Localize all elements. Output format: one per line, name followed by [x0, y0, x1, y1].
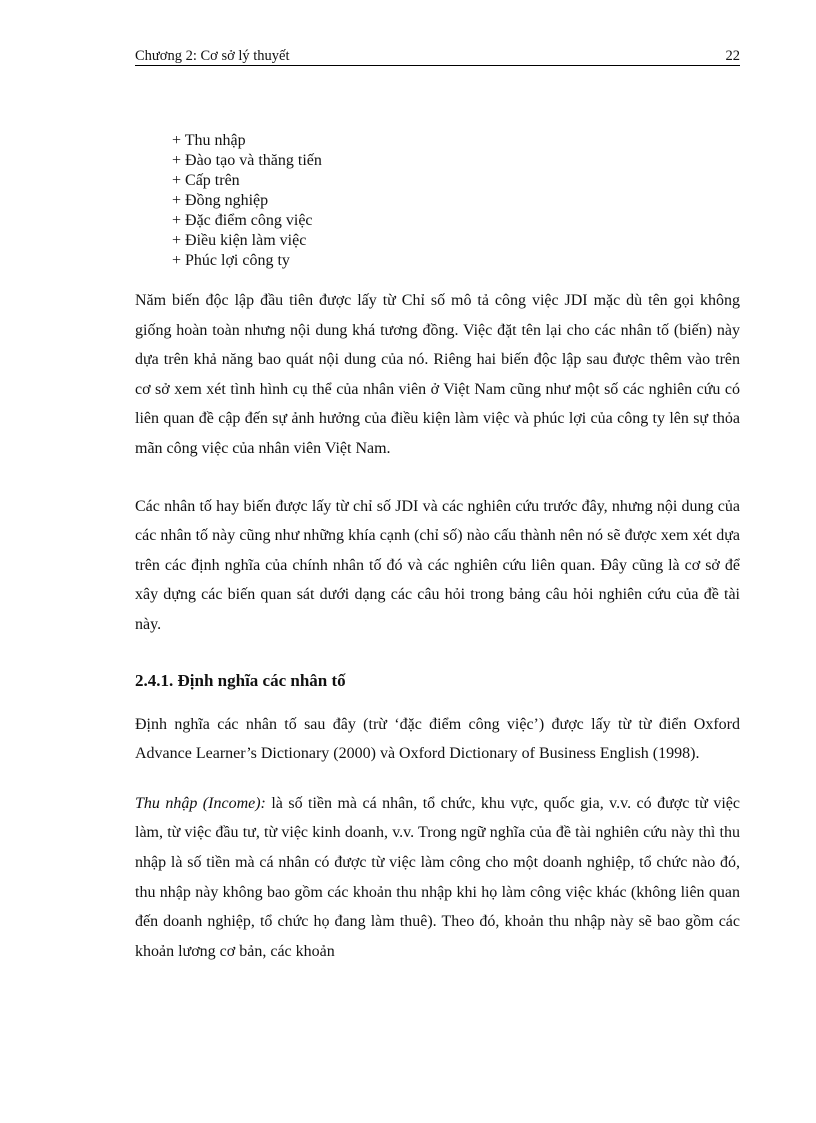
list-item: + Phúc lợi công ty — [172, 252, 290, 269]
page-header — [135, 47, 740, 66]
factor-list — [172, 131, 322, 271]
income-definition-text: là số tiền mà cá nhân, tổ chức, khu vực, quốc gia, v.v. có được từ việc làm, từ việc đầu tư, từ việc kinh doanh, v.v. Trong ngữ nghĩa của đề tài nghiên cứu này thì thu nhập là số tiền mà cá nhân có được từ việc làm công cho một doanh nghiệp, tổ chức nào đó, thu nhập này không bao gồm các khoản thu nhập khi họ làm công việc khác (không liên quan đến doanh nghiệp, tổ chức họ đang làm thuê). Theo đó, khoản thu nhập này sẽ bao gồm các khoản lương cơ bản, các khoản — [135, 794, 741, 960]
income-term: Thu nhập (Income): — [135, 794, 266, 812]
list-item: + Thu nhập — [172, 132, 246, 149]
list-item: + Điều kiện làm việc — [172, 232, 307, 249]
page-number: 22 — [725, 48, 740, 64]
list-item: + Đồng nghiệp — [172, 192, 269, 209]
paragraph-independent-variables: Năm biến độc lập đầu tiên được lấy từ Chỉ số mô tả công việc JDI mặc dù tên gọi không giống hoàn toàn nhưng nội dung khá tương đồng. Việc đặt tên lại cho các nhân tố (biến) này dựa trên khả năng bao quát nội dung của nó. Riêng hai biến độc lập sau được thêm vào trên cơ sở xem xét tình hình cụ thể của nhân viên ở Việt Nam cũng như một số các nghiên cứu có liên quan đề cập đến sự ảnh hưởng của điều kiện làm việc và phúc lợi của công ty lên sự thỏa mãn công việc của nhân viên Việt Nam. — [135, 292, 740, 457]
section-heading: 2.4.1. Định nghĩa các nhân tố — [135, 670, 346, 690]
list-item: + Đặc điểm công việc — [172, 212, 313, 229]
chapter-title: Chương 2: Cơ sở lý thuyết — [135, 48, 290, 64]
paragraph-definitions-source: Định nghĩa các nhân tố sau đây (trừ ‘đặc điểm công việc’) được lấy từ từ điển Oxford Advance Learner’s Dictionary (2000) và Oxford Dictionary of Business English (1998). — [135, 715, 740, 763]
body-content — [135, 286, 740, 966]
list-item: + Cấp trên — [172, 172, 240, 189]
list-item: + Đào tạo và thăng tiến — [172, 152, 322, 169]
paragraph-jdi-factors: Các nhân tố hay biến được lấy từ chỉ số JDI và các nghiên cứu trước đây, nhưng nội dung của các nhân tố này cũng như những khía cạnh (chỉ số) nào cấu thành nên nó sẽ được xem xét dựa trên các định nghĩa của chính nhân tố đó và các nghiên cứu liên quan. Đây cũng là cơ sở để xây dựng các biến quan sát dưới dạng các câu hỏi trong bảng câu hỏi nghiên cứu của đề tài này. — [135, 497, 740, 633]
paragraph-income-definition — [135, 789, 740, 967]
